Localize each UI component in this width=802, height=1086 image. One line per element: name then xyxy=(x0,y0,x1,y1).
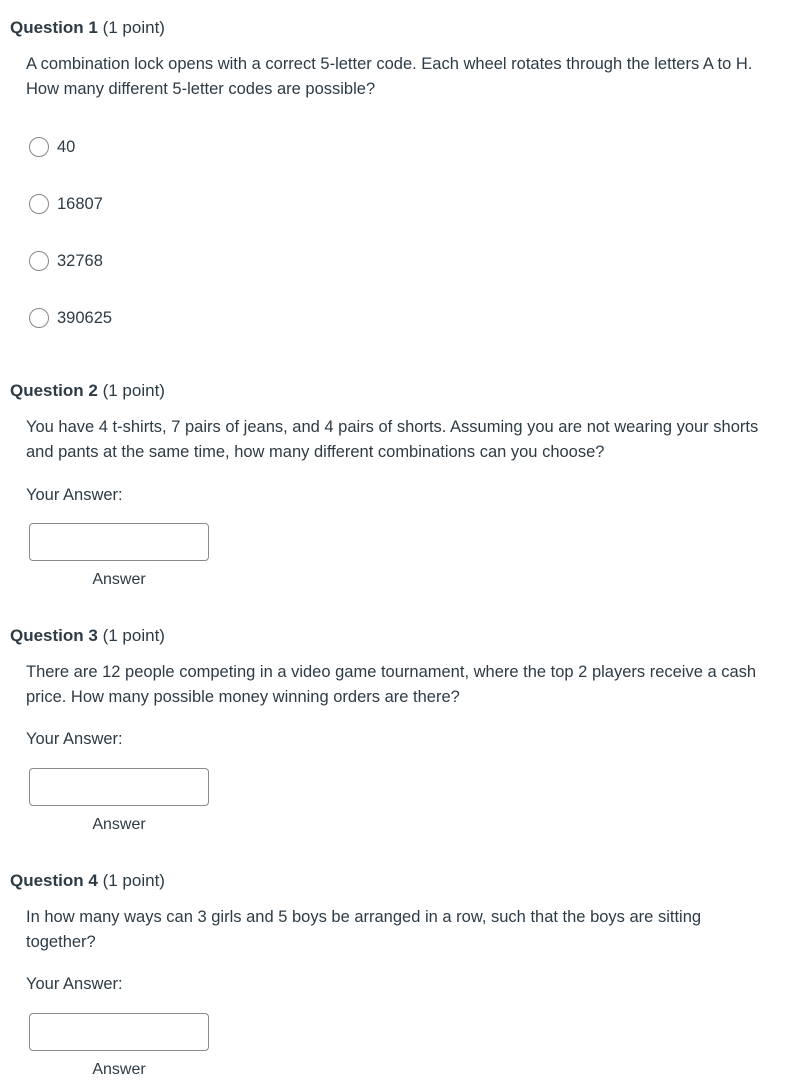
question-title: Question 3 xyxy=(10,626,98,645)
question-2-text: You have 4 t-shirts, 7 pairs of jeans, and 4 pairs of shorts. Assuming you are not wearing your shorts and pants at the same time, how many different combinations can you choose? xyxy=(26,418,759,461)
question-title: Question 4 xyxy=(10,871,98,890)
question-title: Question 2 xyxy=(10,381,98,400)
your-answer-label: Your Answer: xyxy=(26,975,123,993)
radio-button[interactable] xyxy=(29,308,49,328)
question-3-heading xyxy=(10,625,165,647)
question-1-option-4[interactable] xyxy=(29,306,112,330)
radio-button[interactable] xyxy=(29,251,49,271)
radio-button[interactable] xyxy=(29,137,49,157)
question-1-option-3[interactable] xyxy=(29,249,103,273)
question-points: (1 point) xyxy=(102,18,165,37)
answer-caption: Answer xyxy=(92,816,146,833)
question-title: Question 1 xyxy=(10,18,98,37)
answer-caption: Answer xyxy=(92,1061,146,1078)
option-label: 32768 xyxy=(57,252,103,270)
question-1-option-1[interactable] xyxy=(29,135,75,159)
option-label: 390625 xyxy=(57,309,113,327)
answer-caption: Answer xyxy=(92,571,146,588)
question-1-text: A combination lock opens with a correct 5-letter code. Each wheel rotates through the letters A to H. How many different 5-letter codes are possible? xyxy=(26,55,753,98)
your-answer-label: Your Answer: xyxy=(26,486,123,504)
question-points: (1 point) xyxy=(102,871,165,890)
option-label: 40 xyxy=(57,138,76,156)
question-1-heading xyxy=(10,17,165,39)
question-2-heading xyxy=(10,380,165,402)
question-2-answer-input[interactable] xyxy=(29,523,209,561)
question-4-answer-input[interactable] xyxy=(29,1013,209,1051)
question-points: (1 point) xyxy=(102,381,165,400)
option-label: 16807 xyxy=(57,195,103,213)
question-3-answer-input[interactable] xyxy=(29,768,209,806)
question-4-text: In how many ways can 3 girls and 5 boys be arranged in a row, such that the boys are sitting together? xyxy=(26,908,702,951)
question-3-text: There are 12 people competing in a video game tournament, where the top 2 players receive a cash price. How many possible money winning orders are there? xyxy=(26,663,757,706)
question-1-option-2[interactable] xyxy=(29,192,103,216)
question-points: (1 point) xyxy=(102,626,165,645)
your-answer-label: Your Answer: xyxy=(26,730,123,748)
radio-button[interactable] xyxy=(29,194,49,214)
question-4-heading xyxy=(10,870,165,892)
